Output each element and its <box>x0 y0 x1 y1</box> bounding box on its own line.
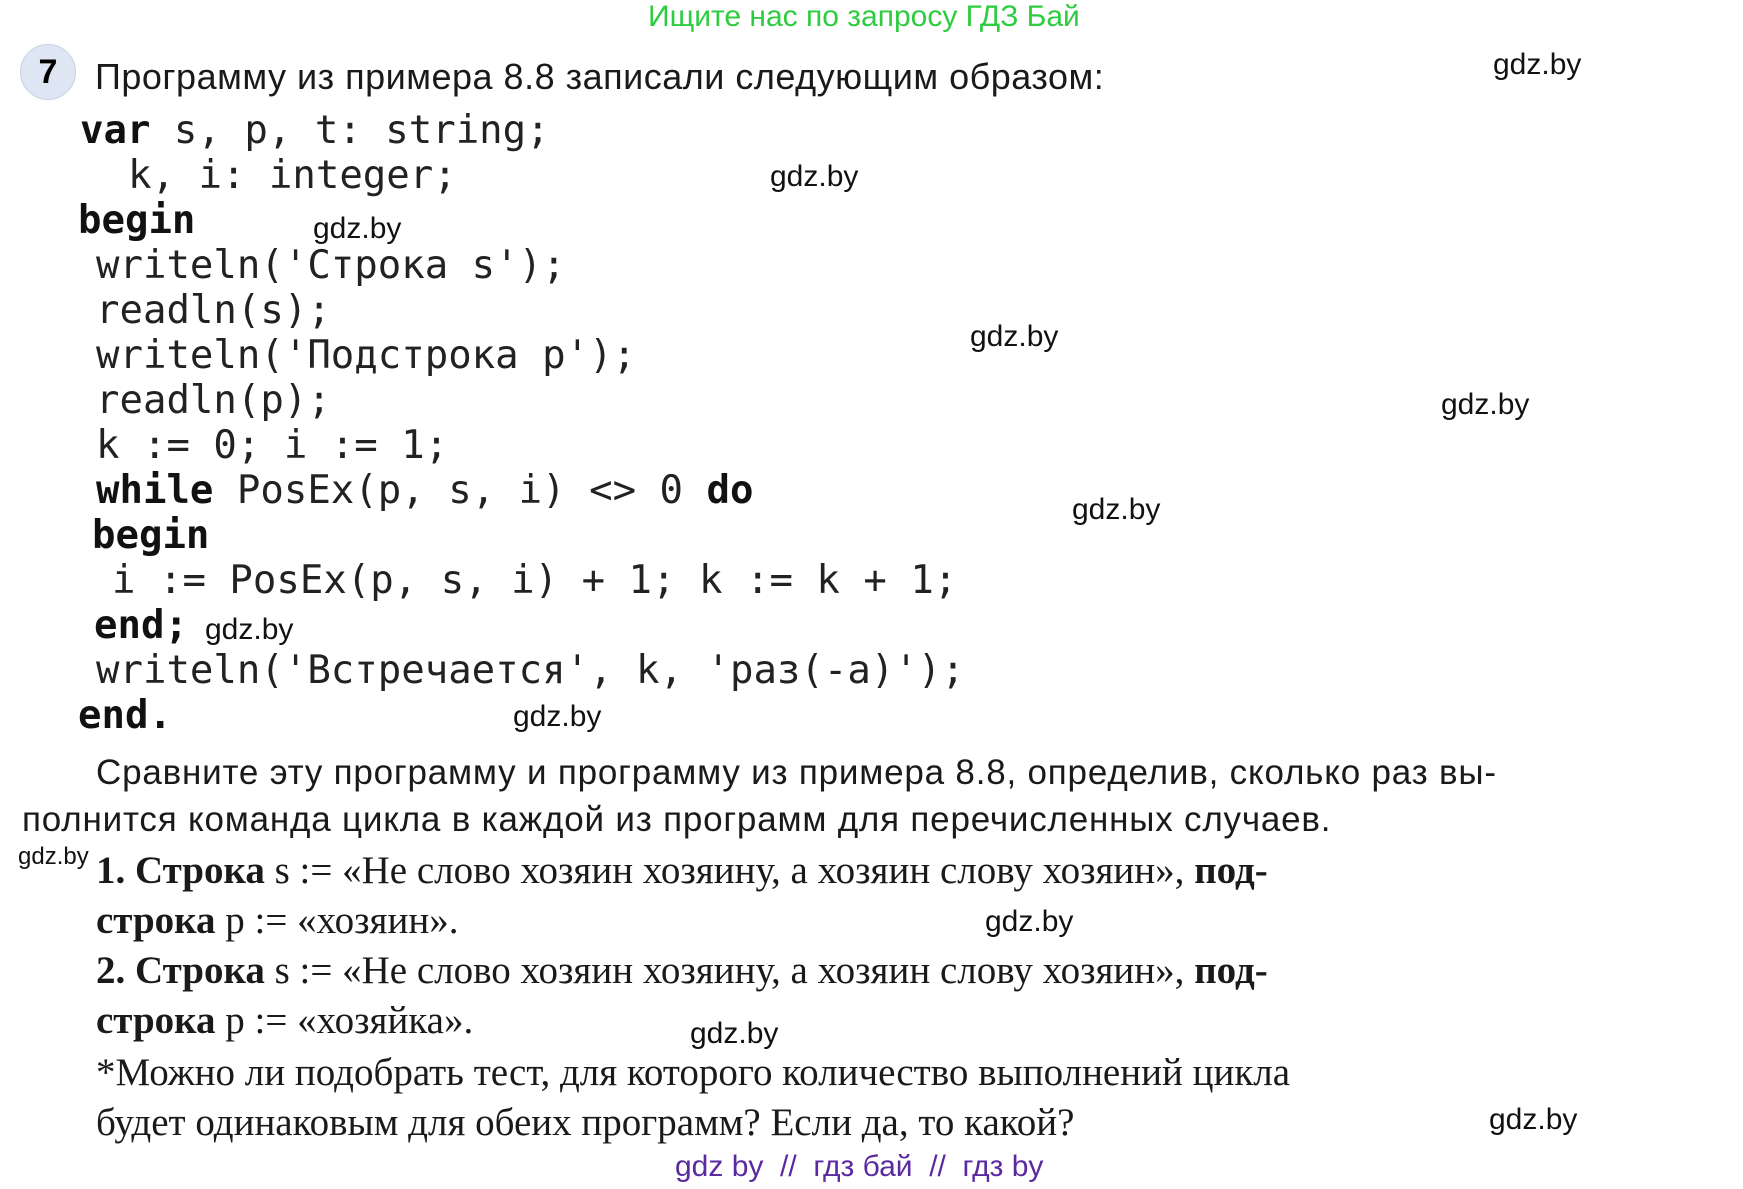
watermark: gdz.by <box>985 905 1074 938</box>
item-number: 1. <box>96 849 126 892</box>
item-keyword: Строка <box>135 949 265 992</box>
code-keyword: begin <box>78 198 196 243</box>
item-text: s := «Не слово хозяин хозяину, а хозяин слову хозяин», <box>264 849 1195 892</box>
watermark: gdz.by <box>1489 1103 1578 1136</box>
code-line-9 <box>96 468 753 513</box>
item-keyword: под- <box>1194 849 1268 892</box>
watermark: gdz.by <box>313 212 402 245</box>
code-keyword: end. <box>78 693 172 738</box>
item-text: p := «хозяйка». <box>215 999 474 1042</box>
watermark: gdz.by <box>770 160 859 193</box>
footer-links: gdz by // гдз бай // гдз by <box>675 1150 1044 1183</box>
code-line-13: writeln('Встречается', k, 'раз(-а)'); <box>96 648 965 693</box>
item-keyword: Строка <box>135 849 265 892</box>
code-keyword: begin <box>92 513 210 558</box>
code-line-7: readln(p); <box>96 378 331 423</box>
code-keyword: while <box>96 468 214 513</box>
promo-banner: Ищите нас по запросу ГДЗ Бай <box>648 0 1080 33</box>
code-line-6: writeln('Подстрока p'); <box>96 333 637 378</box>
code-keyword: end; <box>94 603 188 648</box>
item-text: s := «Не слово хозяин хозяину, а хозяин слову хозяин», <box>264 949 1195 992</box>
watermark: gdz.by <box>205 613 294 646</box>
task-title: Программу из примера 8.8 записали следующим образом: <box>95 56 1105 97</box>
code-line-2: k, i: integer; <box>128 153 457 198</box>
watermark: gdz.by <box>18 843 89 870</box>
prose-line-2: полнится команда цикла в каждой из программ для перечисленных случаев. <box>22 800 1332 839</box>
code-text: PosEx(p, s, i) <> 0 <box>213 468 707 513</box>
item-1-line-2 <box>96 898 458 943</box>
bonus-question-line-1: *Можно ли подобрать тест, для которого количество выполнений цикла <box>96 1051 1291 1094</box>
item-2-line-1 <box>96 948 1268 993</box>
prose-line-1: Сравните эту программу и программу из примера 8.8, определив, сколько раз вы- <box>96 753 1497 792</box>
code-line-4: writeln('Строка s'); <box>96 243 566 288</box>
code-keyword: do <box>706 468 754 513</box>
watermark: gdz.by <box>970 320 1059 353</box>
code-text: s, p, t: string; <box>150 108 550 153</box>
item-keyword: под- <box>1194 949 1268 992</box>
code-line-10 <box>92 513 209 558</box>
item-keyword: строка <box>96 899 216 942</box>
task-number-badge <box>20 44 76 100</box>
watermark: gdz.by <box>1493 48 1582 81</box>
code-line-3 <box>78 198 195 243</box>
item-2-line-2 <box>96 998 473 1043</box>
task-number: 7 <box>38 52 58 91</box>
item-1-line-1 <box>96 848 1268 893</box>
item-text: p := «хозяин». <box>215 899 459 942</box>
watermark: gdz.by <box>690 1017 779 1050</box>
code-line-14 <box>78 693 172 738</box>
watermark: gdz.by <box>1441 388 1530 421</box>
code-keyword: var <box>80 108 151 153</box>
bonus-question-line-2: будет одинаковым для обеих программ? Если да, то какой? <box>96 1101 1075 1144</box>
item-number: 2. <box>96 949 126 992</box>
code-line-11: i := PosEx(p, s, i) + 1; k := k + 1; <box>112 558 958 603</box>
watermark: gdz.by <box>513 700 602 733</box>
code-line-1 <box>80 108 550 153</box>
code-line-12 <box>94 603 188 648</box>
item-keyword: строка <box>96 999 216 1042</box>
watermark: gdz.by <box>1072 493 1161 526</box>
code-line-5: readln(s); <box>96 288 331 333</box>
code-line-8: k := 0; i := 1; <box>96 423 449 468</box>
